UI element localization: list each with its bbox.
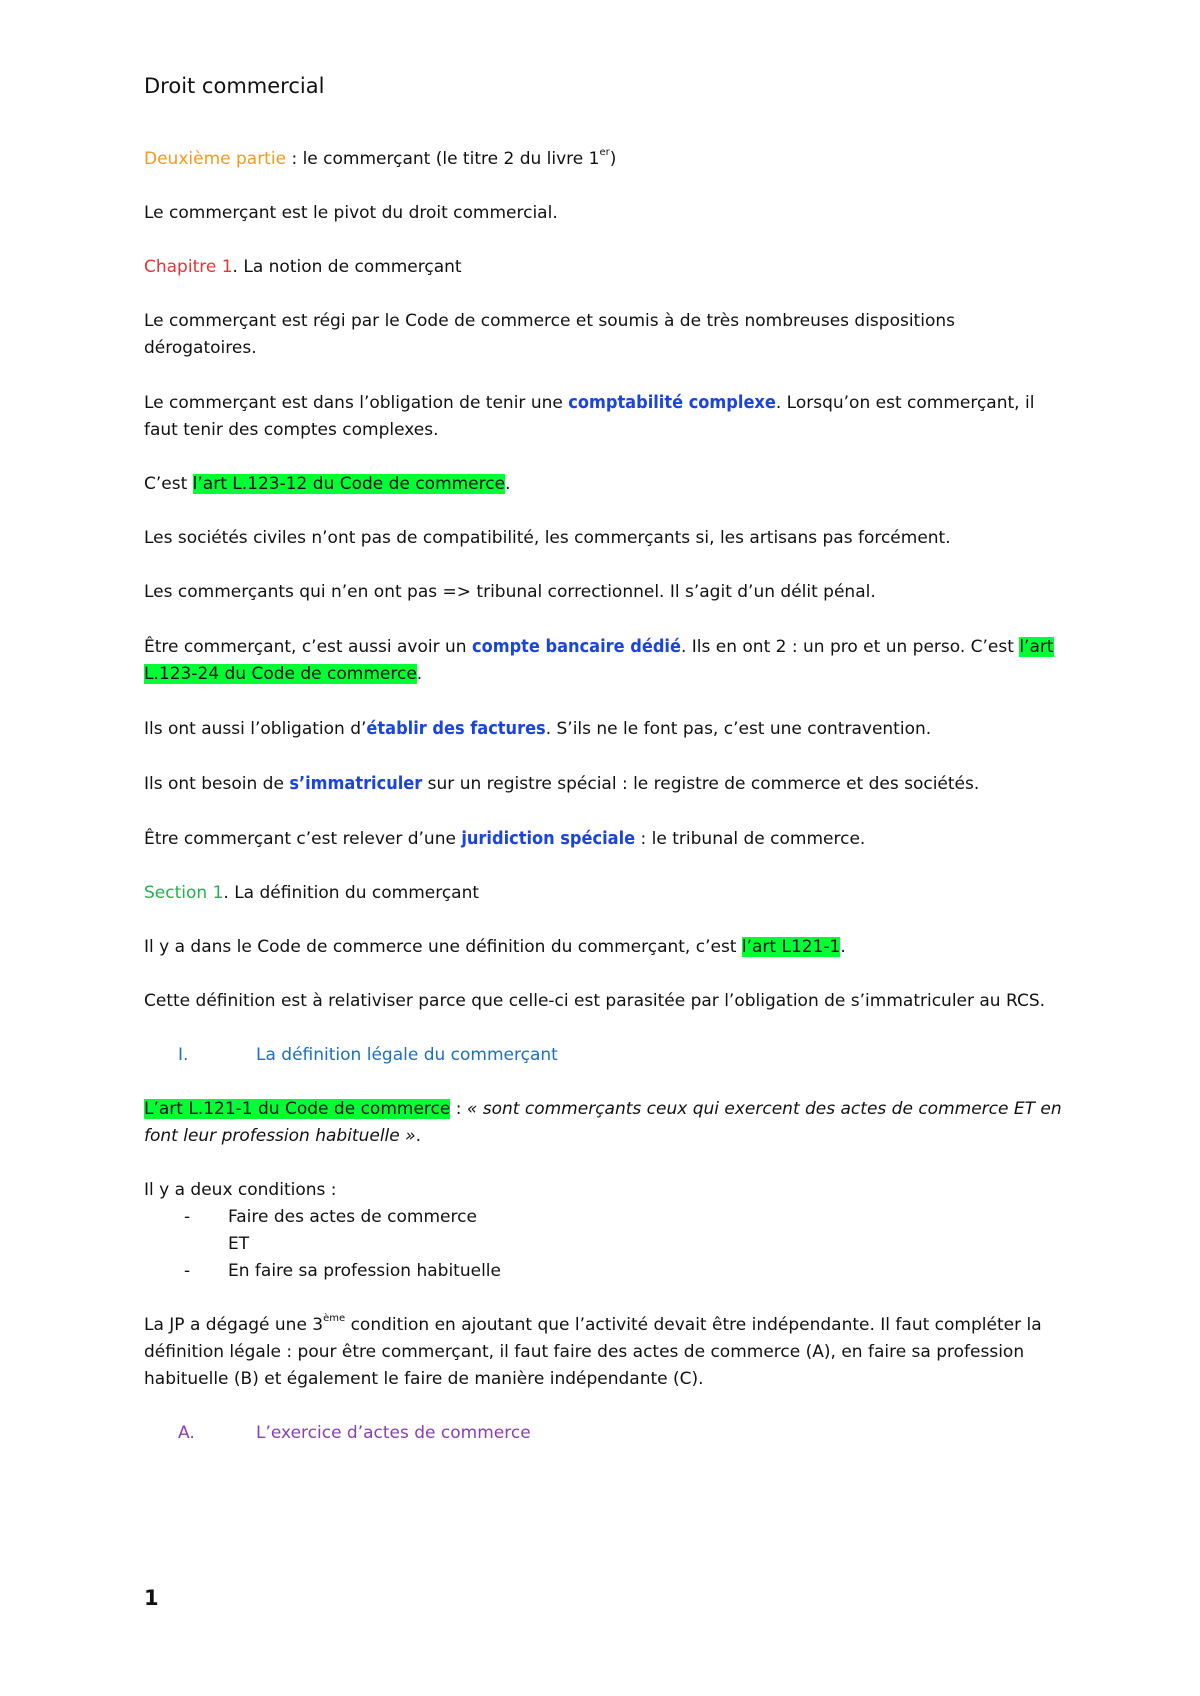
part-text: : le commerçant (le titre 2 du livre 1 [286, 149, 600, 169]
paragraph [144, 1312, 1064, 1393]
highlighted-article: l’art L.123-24 du Code de commerce [144, 637, 1054, 684]
paragraph: Les sociétés civiles n’ont pas de compatibilité, les commerçants si, les artisans pas forcément. [144, 528, 951, 548]
section-heading [144, 880, 1064, 907]
paragraph [144, 471, 1064, 498]
keyword: comptabilité complexe [568, 392, 776, 413]
chapter-title: . La notion de commerçant [232, 257, 462, 277]
list-intro: Il y a deux conditions : [144, 1180, 337, 1200]
list-item-text: En faire sa profession habituelle [228, 1261, 501, 1281]
highlighted-article: L’art L.121-1 du Code de commerce [144, 1099, 451, 1119]
keyword: établir des factures [366, 718, 546, 739]
dash-bullet: - [184, 1207, 191, 1227]
page-header: Droit commercial [144, 74, 325, 98]
paragraph: Les commerçants qui n’en ont pas => tribunal correctionnel. Il s’agit d’un délit pénal. [144, 582, 876, 602]
text-run: : [450, 1099, 467, 1119]
quote: « sont commerçants ceux qui exercent des actes de commerce ET en font leur profession habituelle » [144, 1099, 1062, 1146]
ordinal-superscript: ème [323, 1313, 346, 1325]
part-close: ) [609, 149, 617, 169]
section-label: Section 1 [144, 883, 224, 903]
text-run: . Lorsqu’on est commerçant, il faut tenir des comptes complexes. [144, 393, 1035, 440]
highlighted-article: l’art L121-1 [741, 937, 841, 957]
conditions-list [144, 1177, 1064, 1285]
text-run: condition en ajoutant que l’activité devait être indépendante. Il faut compléter la définition légale : pour être commerçant, il faut faire des actes de commerce (A), en faire sa profession habituelle (B) et également le faire de manière indépendante (C). [144, 1315, 1042, 1389]
paragraph [144, 1096, 1064, 1150]
text-run: . Ils en ont 2 : un pro et un perso. C’est [680, 637, 1020, 657]
text-run: La JP a dégagé une 3 [144, 1315, 324, 1335]
subheading-number: I. [178, 1045, 189, 1065]
page-number: 1 [144, 1586, 159, 1610]
subheading-number: A. [178, 1423, 195, 1443]
text-run: Être commerçant, c’est aussi avoir un [144, 637, 472, 657]
subheading-title: La définition légale du commerçant [256, 1045, 558, 1065]
paragraph: Le commerçant est régi par le Code de commerce et soumis à de très nombreuses dispositions dérogatoires. [144, 311, 955, 358]
text-run: : le tribunal de commerce. [635, 829, 866, 849]
text-run: . [840, 937, 846, 957]
paragraph [144, 825, 1064, 853]
paragraph: Le commerçant est le pivot du droit commercial. [144, 203, 558, 223]
list-connector: ET [228, 1234, 250, 1254]
keyword: compte bancaire dédié [471, 636, 681, 657]
section-title: . La définition du commerçant [223, 883, 480, 903]
chapter-label: Chapitre 1 [144, 257, 233, 277]
subheading-roman [144, 1042, 1064, 1069]
dash-bullet: - [184, 1261, 191, 1281]
paragraph: Cette définition est à relativiser parce que celle-ci est parasitée par l’obligation de s’immatriculer au RCS. [144, 991, 1046, 1011]
paragraph [144, 770, 1064, 798]
text-run: Le commerçant est dans l’obligation de tenir une [144, 393, 569, 413]
paragraph [144, 934, 1064, 961]
text-run: sur un registre spécial : le registre de commerce et des sociétés. [422, 774, 980, 794]
text-run: Être commerçant c’est relever d’une [144, 829, 462, 849]
list-item-text: Faire des actes de commerce [228, 1207, 477, 1227]
part-superscript: er [599, 147, 610, 159]
keyword: juridiction spéciale [461, 828, 636, 849]
text-run: . [415, 1126, 422, 1146]
chapter-heading [144, 254, 1064, 281]
text-run: . S’ils ne le font pas, c’est une contravention. [545, 719, 932, 739]
list-item [144, 1204, 1064, 1231]
paragraph [144, 715, 1064, 743]
subheading-letter [144, 1420, 1064, 1447]
highlighted-article: l’art L.123-12 du Code de commerce [192, 474, 506, 494]
part-label: Deuxième partie [144, 149, 287, 169]
text-run: . [505, 474, 511, 494]
part-heading [144, 146, 1064, 173]
text-run: Il y a dans le Code de commerce une définition du commerçant, c’est [144, 937, 742, 957]
paragraph [144, 633, 1064, 688]
keyword: s’immatriculer [289, 773, 423, 794]
document-body [144, 146, 1064, 1474]
text-run: . [416, 664, 423, 684]
text-run: Ils ont aussi l’obligation d’ [144, 719, 367, 739]
paragraph [144, 389, 1064, 444]
list-item [144, 1258, 1064, 1285]
text-run: Ils ont besoin de [144, 774, 290, 794]
subheading-title: L’exercice d’actes de commerce [256, 1423, 531, 1443]
text-run: C’est [144, 474, 193, 494]
